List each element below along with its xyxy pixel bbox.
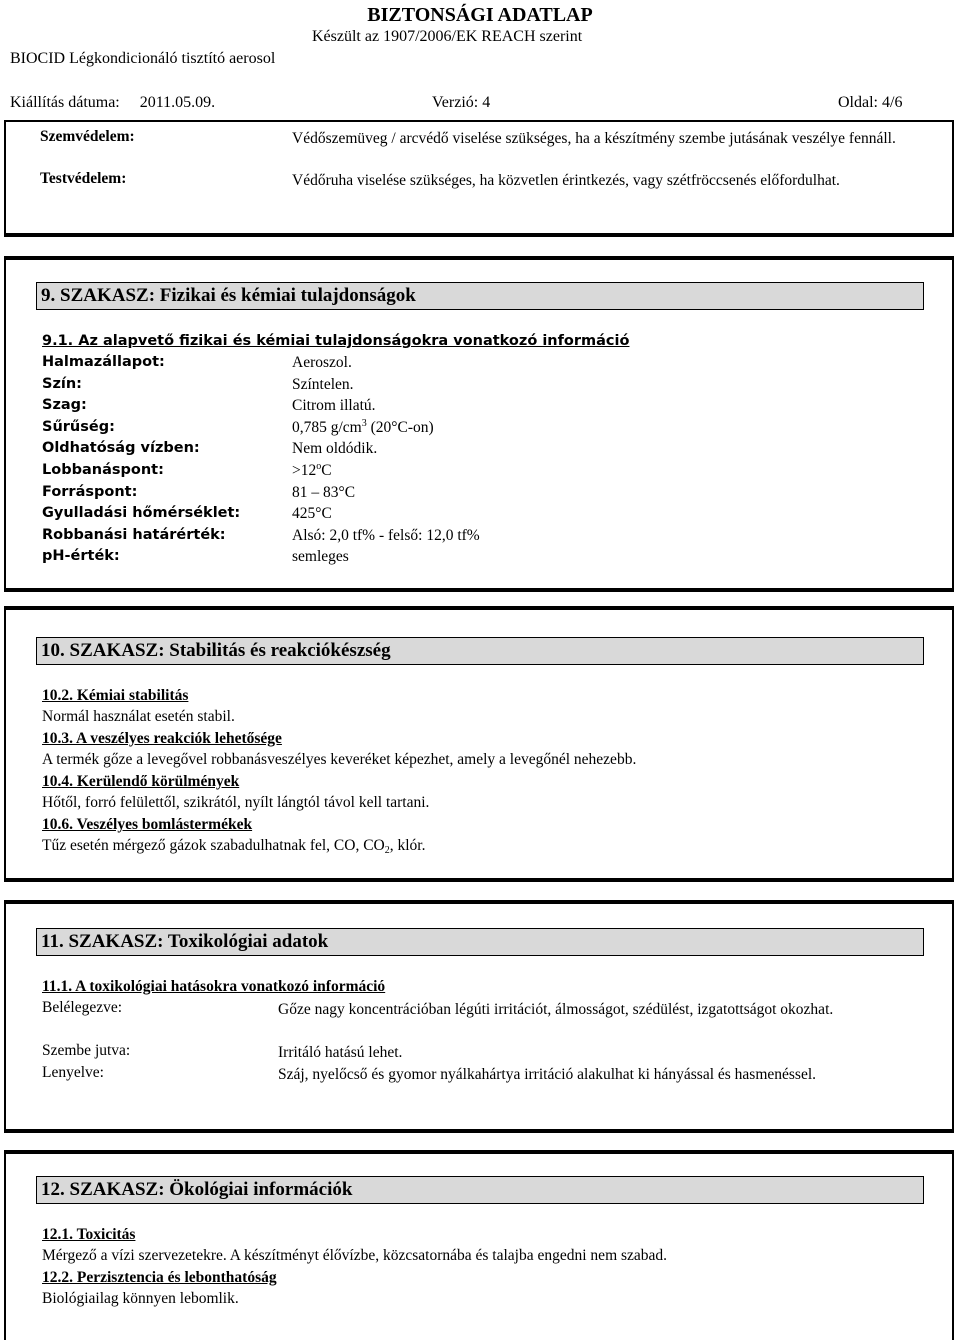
value-text: Citrom illatú.: [292, 397, 376, 415]
property-value: [292, 527, 480, 545]
document-title: BIZTONSÁGI ADATLAP: [367, 4, 593, 26]
property-label: Gyulladási hőmérséklet:: [42, 505, 241, 522]
subsection-text: Biológiailag könnyen lebomlik.: [42, 1290, 239, 1307]
property-label: Robbanási határérték:: [42, 526, 226, 543]
section11-1-heading: 11.1. A toxikológiai hatásokra vonatkozó információ: [42, 978, 386, 995]
effect-text: Száj, nyelőcső és gyomor nyálkahártya irritáció alakulhat ki hányással és hasmenéssel.: [278, 1066, 817, 1083]
property-value: [292, 440, 377, 458]
value-text: Alsó: 2,0 tf% - felső: 12,0 tf%: [292, 526, 480, 544]
text-main: Normál használat esetén stabil.: [42, 708, 235, 725]
effect-label: Belélegezve:: [42, 999, 123, 1016]
section12-title: 12. SZAKASZ: Ökológiai információk: [36, 1176, 924, 1204]
property-label: Oldhatóság vízben:: [42, 440, 200, 457]
property-label: Lobbanáspont:: [42, 462, 164, 478]
body-protection-label: Testvédelem:: [40, 170, 127, 187]
page-number: Oldal: 4/6: [838, 94, 903, 111]
value-text: Aeroszol.: [292, 354, 352, 371]
property-value: [292, 419, 434, 437]
value-text: >12: [292, 462, 317, 479]
regulation-subtitle: Készült az 1907/2006/EK REACH szerint: [312, 28, 583, 45]
product-name: BIOCID Légkondicionáló tisztító aerosol: [10, 50, 276, 67]
body-protection-text: Védőruha viselése szükséges, ha közvetlen érintkezés, vagy szétfröccsenés előfordulhat.: [292, 172, 840, 189]
superscript: 3: [361, 417, 367, 429]
property-value: [292, 376, 354, 394]
subsection-heading: 12.2. Perzisztencia és lebonthatóság: [42, 1269, 277, 1286]
issue-date: Kiállítás dátuma: 2011.05.09.: [10, 94, 216, 111]
section9-1-heading: 9.1. Az alapvető fizikai és kémiai tulajdonságokra vonatkozó információ: [42, 333, 630, 349]
effect-label: Szembe jutva:: [42, 1042, 131, 1059]
text-main: Tűz esetén mérgező gázok szabadulhatnak fel, CO, CO: [42, 837, 385, 854]
property-label: Szín:: [42, 375, 82, 392]
subsection-heading: 12.1. Toxicitás: [42, 1226, 136, 1243]
superscript: o: [316, 461, 322, 472]
property-label: Szag:: [42, 397, 87, 414]
subsection-text: [42, 794, 429, 812]
text-main: A termék gőze a levegővel robbanásveszélyes keveréket képezhet, amely a levegőnél nehezebb.: [42, 751, 637, 768]
subsection-heading: 10.2. Kémiai stabilitás: [42, 687, 189, 704]
subsection-text: Mérgező a vízi szervezetekre. A készítményt élővízbe, közcsatornába és talajba engedni nem szabad.: [42, 1247, 668, 1264]
property-value: [292, 354, 352, 372]
value-text: 0,785 g/cm: [292, 418, 362, 436]
property-value: [292, 505, 332, 523]
value-text: Színtelen.: [292, 375, 354, 393]
property-value: [292, 484, 355, 502]
subscript: 2: [384, 845, 390, 856]
property-label: Halmazállapot:: [42, 354, 165, 370]
subsection-text: [42, 837, 426, 855]
subsection-heading: 10.3. A veszélyes reakciók lehetősége: [42, 730, 282, 747]
property-label: pH-érték:: [42, 548, 120, 565]
value-tail: C: [321, 462, 332, 479]
value-text: 425°C: [292, 505, 332, 523]
text-main: Hőtől, forró felülettől, szikrától, nyílt lángtól távol kell tartani.: [42, 794, 430, 811]
value-text: 81 – 83°C: [292, 483, 356, 501]
version: Verzió: 4: [432, 94, 491, 111]
eye-protection-label: Szemvédelem:: [40, 128, 135, 145]
subsection-text: [42, 708, 235, 726]
section10-title: 10. SZAKASZ: Stabilitás és reakciókészség: [36, 637, 924, 665]
effect-text: Irritáló hatású lehet.: [278, 1044, 403, 1061]
subsection-heading: 10.4. Kerülendő körülmények: [42, 773, 240, 790]
section9-title: 9. SZAKASZ: Fizikai és kémiai tulajdonságok: [36, 282, 924, 310]
value-text: Nem oldódik.: [292, 440, 378, 458]
subsection-text: [42, 751, 636, 769]
subsection-heading: 10.6. Veszélyes bomlástermékek: [42, 816, 253, 833]
property-value: [292, 462, 332, 480]
property-label: Forráspont:: [42, 483, 138, 500]
property-label: Sűrűség:: [42, 418, 115, 435]
text-tail: , klór.: [389, 837, 426, 854]
effect-text: Gőze nagy koncentrációban légúti irritációt, álmosságot, szédülést, izgatottságot okozhat.: [278, 1001, 834, 1018]
value-tail: (20°C-on): [366, 418, 434, 436]
value-text: semleges: [292, 548, 349, 566]
eye-protection-text: Védőszemüveg / arcvédő viselése szükséges, ha a készítmény szembe jutásának veszélye fennáll.: [292, 130, 896, 147]
property-value: [292, 397, 376, 415]
property-value: [292, 548, 349, 566]
effect-label: Lenyelve:: [42, 1064, 104, 1081]
section11-title: 11. SZAKASZ: Toxikológiai adatok: [36, 928, 924, 956]
